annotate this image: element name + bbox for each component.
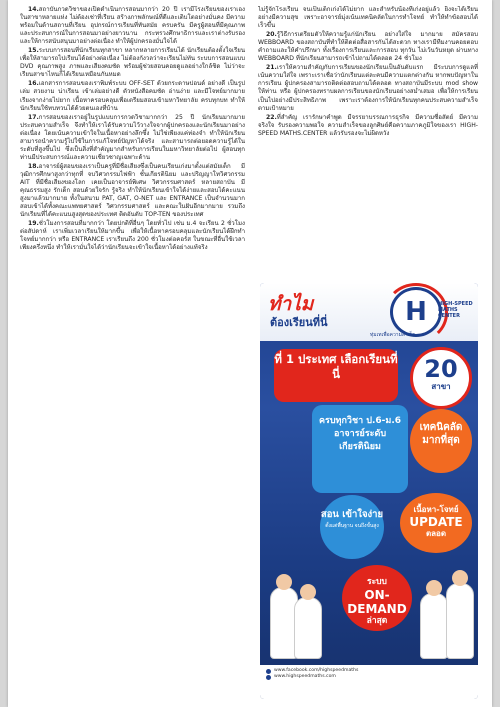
bubble-on-demand [342, 565, 412, 631]
branches-count: 20 [424, 355, 458, 383]
website-link[interactable]: www.highspeedmaths.com [274, 674, 336, 679]
paragraph [20, 114, 245, 162]
left-text-column [20, 6, 245, 696]
paragraph-text: เอกสารการสอนของเราพิมพ์ระบบ OFF-SET ด้วยกระดาษปอนด์ อย่างดี เป็นรูปเล่ม สวยงาม น่าเรียน เข้าเล่มอย่างดี ตัวหนังสือคมชัด อ่านง่าย และมีโจทย์มากมาย เรียงจากง่ายไปยาก เนื้อหาครอบคลุมเพื่อเตรียมสอบเข้ามหาวิทยาลัย ครบทุกบท ทำให้นักเรียนใช้ทบทวนได้ด้วยตนเองที่บ้าน [20, 80, 245, 112]
paragraph-number: 18. [28, 162, 39, 170]
paragraph-text: สถาบันกวดวิชาของเปิดดำเนินการสอนมากว่า 20 ปี เรามีโรงเรียนของเราเองในสาขาหลายแห่ง ไม่ต้องเช่าที่เรียน สร้างภาพลักษณ์ที่ดีและเติบโตอย่างมั่นคง มีความพร้อมในด้านสถานที่เรียน อุปกรณ์การเรียนที่ทันสมัย ครบครัน มีครูผู้สอนที่มีคุณภาพและประสบการณ์ในการสอนมาอย่างยาวนาน กระทรวงศึกษาธิการและเราต่างรับรองและให้การสนับสนุนมาอย่างต่อเนื่อง ทำให้ผู้ปกครองมั่นใจได้ [20, 6, 245, 46]
paragraph [258, 64, 478, 112]
ondemand-line-1: ระบบ [367, 577, 387, 587]
paragraph [258, 31, 478, 63]
facebook-icon [266, 669, 271, 674]
paragraph [20, 220, 245, 252]
paragraph-text: อาจารย์ผู้สอนของเราเป็นครูที่มีชื่อเสียงซึ่งเป็นคนเรียนเก่งมาตั้งแต่สมัยเด็ก มีวุฒิการศึกษาสูงกว่าทุกที่ จบวิศวกรรมไฟฟ้า ชั้นเกียรตินิยม และปริญญาโทวิศวกรรม AIT ที่มีชื่อเสียงของโลก เคยเป็นอาจารย์พิเศษ วิศวกรรมศาสตร์ หลายสถาบัน มีคุณธรรมสูง รักเด็ก สอนด้วยใจรัก รู้จริง ทำให้นักเรียนเข้าใจได้ง่ายและสอบได้คะแนนสูงมาแล้วมากมาย ทั้งในสนาม PAT, GAT, O-NET และ ENTRANCE เป็นจำนวนมาก สอบเข้าได้ทั้งคณะแพทยศาสตร์ วิศวกรรมศาสตร์ และคณะในฝันอีกมากมาย รวมถึงนักเรียนที่ได้คะแนนสูงสุดของประเทศ ติดอันดับ TOP-TEN ของประเทศ [20, 162, 245, 219]
student-illustration [446, 583, 474, 659]
advertisement [260, 283, 478, 699]
document-page [8, 0, 492, 707]
paragraph-text: การสอนของเราอยู่ในรูปแบบการกวดวิชามากกว่า 25 ปี นักเรียนมากมายประสบความสำเร็จ จึงทำให้เราได้รับความไว้วางใจจากผู้ปกครองและนักเรียนมาอย่างต่อเนื่อง โดยเน้นความเข้าใจในเนื้อหาอย่างลึกซึ้ง ไม่ใช่เพียงแค่ท่องจำ ทำให้นักเรียนสามารถนำความรู้ไปใช้ในการแก้โจทย์ปัญหาได้จริง และสามารถต่อยอดความรู้ได้ในระดับที่สูงขึ้นไป ซึ่งเป็นสิ่งที่สำคัญมากสำหรับการเรียนในมหาวิทยาลัยต่อไป ผู้สอนทุกท่านมีประสบการณ์และความเชี่ยวชาญเฉพาะด้าน [20, 113, 245, 161]
brand-logo [390, 287, 442, 337]
logo-letter: H [405, 297, 427, 327]
paragraph-text: ระบบการสอนที่นักเรียนทุกสาขา หลากหลายการเรียนได้ นักเรียนต้องตั้งใจเรียน เพื่อให้สามารถไปเรียนได้อย่างต่อเนื่อง ไม่ต้องกังวลว่าจะเรียนไม่ทัน ระบบการสอนแบบ DVD คุณภาพสูง ภาพและเสียงคมชัด พร้อมผู้ช่วยสอนคอยดูแลอย่างใกล้ชิด ไม่ว่าจะเรียนสาขาไหนก็ได้เรียนเหมือนกันหมด [20, 47, 245, 79]
paragraph-number: 21. [266, 64, 277, 72]
paragraph [20, 47, 245, 79]
paragraph-number: 15. [28, 47, 39, 55]
paragraph-text: เราให้ความสำคัญกับการเรียนของนักเรียนเป็นอันดับแรก มีระบบการดูแลที่เน้นความใส่ใจ เพราะเราเชื่อว่านักเรียนแต่ละคนมีความแตกต่างกัน หากพบปัญหาในการเรียน ผู้ปกครองสามารถติดต่อสอบถามได้ตลอด ทางสถาบันมีระบบ mod show ให้ท่าน หรือ ผู้ปกครองทราบผลการเรียนของนักเรียนอย่างสม่ำเสมอ เพื่อให้การเรียนเป็นไปอย่างมีประสิทธิภาพ เพราะเราต้องการให้นักเรียนทุกคนประสบความสำเร็จตามเป้าหมาย [258, 64, 478, 112]
ondemand-line-3: ล่าสุด [366, 616, 388, 626]
bubble-teachers: ครบทุกวิชา ป.6-ม.6 อาจารย์ระดับ เกียรตินิยม [312, 405, 408, 493]
footer-website [266, 674, 472, 680]
ad-footer [260, 665, 478, 699]
update-line-1: เนื้อหา-โจทย์ [413, 505, 459, 514]
update-line-3: ตลอด [425, 529, 447, 538]
easy-teaching-sub: ตั้งแต่พื้นฐาน จนถึงขั้นสูง [325, 523, 379, 529]
student-illustration [420, 593, 448, 659]
paragraph-number: 20. [266, 31, 277, 39]
paragraph [20, 6, 245, 46]
right-text-column [258, 6, 478, 286]
brand-name: HIGH-SPEED MATHS CENTER [438, 301, 473, 319]
ad-header [260, 283, 478, 341]
bubble-number-one: ที่ 1 ประเทศ เลือกเรียนที่นี่ [274, 349, 398, 402]
paragraph [258, 114, 478, 138]
paragraph-text: รู้วิธีการเตรียมตัวให้ความรู้แก่นักเรียน อย่างใส่ใจ มากมาย สมัครสอบ WEBBOARD ของสถาบันที่ทำให้ติดต่อสื่อสารกันได้สะดวก ทางเรามีทีมงานคอยตอบคำถามและให้คำปรึกษา ทั้งเรื่องการเรียนและการสอบ ทุกวัน ไม่เว้นวันหยุด ผ่านทาง WEBBOARD ที่นักเรียนสามารถเข้าไปถามได้ตลอด 24 ชั่วโมง [258, 31, 478, 63]
brand-tagline: ทุ่มเทเพื่อความสำเร็จ [370, 332, 416, 338]
paragraph [20, 80, 245, 112]
globe-icon [266, 675, 271, 680]
branches-label: สาขา [431, 382, 451, 391]
paragraph-number: 17. [28, 113, 39, 121]
bubble-update [400, 493, 472, 553]
paragraph [20, 163, 245, 219]
update-line-2: UPDATE [409, 515, 463, 529]
facebook-link[interactable]: www.facebook.com/highspeedmaths [274, 668, 359, 673]
paragraph-text: ชั่วโมงการสอนที่มากกว่า โดยปกติที่อื่นๆ โดยทั่วไป เช่น ม.4 จะเรียน 2 ชั่วโมงต่อสัปดาห์ เราเพิ่มเวลาเรียนให้มากขึ้น เพื่อให้เนื้อหาครอบคลุมและนักเรียนได้ฝึกทำโจทย์มากกว่า หรือ ENTRANCE เราเรียนถึง 200 ชั่วโมงต่อคอร์ส ในขณะที่อื่นใช้เวลาเพียงครึ่งหนึ่ง ทำให้เรามั่นใจได้ว่านักเรียนจะเข้าใจเนื้อหาได้อย่างแท้จริง [20, 220, 245, 252]
paragraph-number: 14. [28, 6, 39, 13]
student-illustration [294, 597, 322, 659]
paragraph [258, 6, 478, 30]
easy-teaching-label: สอน เข้าใจง่าย [320, 509, 384, 520]
bubble-easy-teaching [320, 495, 384, 559]
paragraph-number: 19. [28, 220, 39, 228]
ad-headline-why: ทำไม [268, 293, 314, 315]
bubble-technique: เทคนิคลัด มากที่สุด [410, 409, 472, 473]
paragraph-text: ไม่รู้จักโรงเรียน จนเป็นเด็กเก่งได้ไม่ยาก และสำหรับน้องที่เก่งอยู่แล้ว ยิ่งจะได้เรียนอย่างมีความสุข เพราะอาจารย์มุ่งเน้นเทคนิคลัดในการทำโจทย์ ทำให้ทำข้อสอบได้เร็วขึ้น [258, 6, 478, 30]
ondemand-line-2: ON-DEMAND [347, 588, 407, 616]
paragraph-text: ที่สำคัญ เรารักษาคำพูด มีจรรยาบรรณการธุรกิจ มีความซื่อสัตย์ มีความจริงใจ รับรองความพอใจ ความสำเร็จของลูกศิษย์คือความภาคภูมิใจของเรา HIGH-SPEED MATHS.CENTER แล้วรับรองจะไม่ผิดหวัง [258, 113, 478, 137]
ad-headline-study-here: ต้องเรียนที่นี่ [270, 316, 328, 329]
paragraph-number: 22. [266, 113, 277, 121]
bubble-branches [410, 347, 472, 409]
paragraph-number: 16. [28, 80, 39, 88]
